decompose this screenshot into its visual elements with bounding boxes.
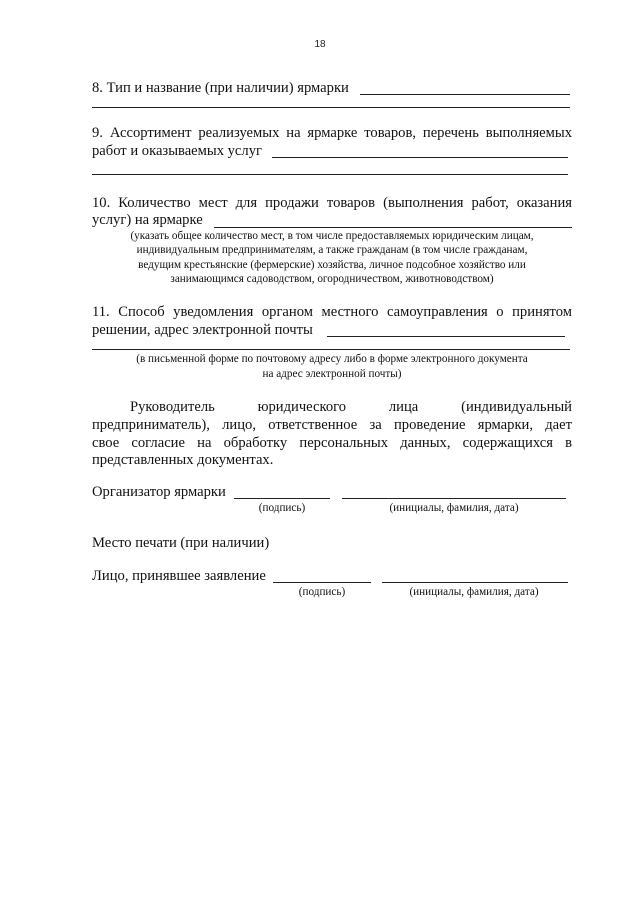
receiver-name-hint: (инициалы, фамилия, дата) — [409, 586, 539, 598]
organizer-signature-hint: (подпись) — [258, 502, 306, 514]
page-number: 18 — [314, 39, 326, 50]
organizer-label-text: Организатор ярмарки — [92, 484, 226, 500]
item11-hint2: на адрес электронной почты) — [262, 368, 402, 380]
consent-line3: свое согласие на обработку персональных данных, содержащихся в — [92, 435, 572, 451]
organizer-name-hint: (инициалы, фамилия, дата) — [389, 502, 519, 514]
item9-line1: 9. Ассортимент реализуемых на ярмарке товаров, перечень выполняемых — [92, 125, 572, 141]
receiver-name-line[interactable] — [382, 582, 568, 583]
item10-hint4: занимающимся садоводством, огородничеством, животноводством) — [170, 273, 494, 285]
item9-fill-line-2[interactable] — [92, 174, 568, 175]
item11-fill-line[interactable] — [327, 336, 565, 337]
receiver-label-text: Лицо, принявшее заявление — [92, 568, 266, 584]
organizer-signature-line[interactable] — [234, 498, 330, 499]
item10-hint2: индивидуальным предпринимателям, а также гражданам (в том числе гражданам, — [136, 244, 528, 256]
receiver-signature-hint: (подпись) — [298, 586, 346, 598]
item9-line2-text: работ и оказываемых услуг — [92, 143, 262, 159]
item10-line1: 10. Количество мест для продажи товаров (выполнения работ, оказания — [92, 195, 572, 211]
item11-line1: 11. Способ уведомления органом местного самоуправления о принятом — [92, 304, 572, 320]
item11-fill-line-2[interactable] — [92, 349, 570, 350]
consent-line2: предприниматель), лицо, ответственное за проведение ярмарки, дает — [92, 417, 572, 433]
stamp-label: Место печати (при наличии) — [92, 535, 270, 551]
item10-hint1: (указать общее количество мест, в том числе предоставляемых юридическим лицам, — [130, 230, 534, 242]
item8-fill-line[interactable] — [360, 94, 570, 95]
item11-line2-text: решении, адрес электронной почты — [92, 322, 313, 338]
organizer-name-line[interactable] — [342, 498, 566, 499]
item11-hint1: (в письменной форме по почтовому адресу либо в форме электронного документа — [136, 353, 528, 365]
item9-fill-line[interactable] — [272, 157, 568, 158]
item10-hint3: ведущим крестьянские (фермерские) хозяйства, личное подсобное хозяйство или — [138, 259, 526, 271]
item8-fill-line-2[interactable] — [92, 107, 570, 108]
item10-line2-text: услуг) на ярмарке — [92, 212, 203, 228]
consent-line1: Руководитель юридического лица (индивидуальный — [130, 399, 572, 415]
receiver-signature-line[interactable] — [273, 582, 371, 583]
item8-text: 8. Тип и название (при наличии) ярмарки — [92, 80, 349, 96]
consent-line4: представленных документах. — [92, 452, 274, 468]
item10-fill-line[interactable] — [214, 227, 572, 228]
